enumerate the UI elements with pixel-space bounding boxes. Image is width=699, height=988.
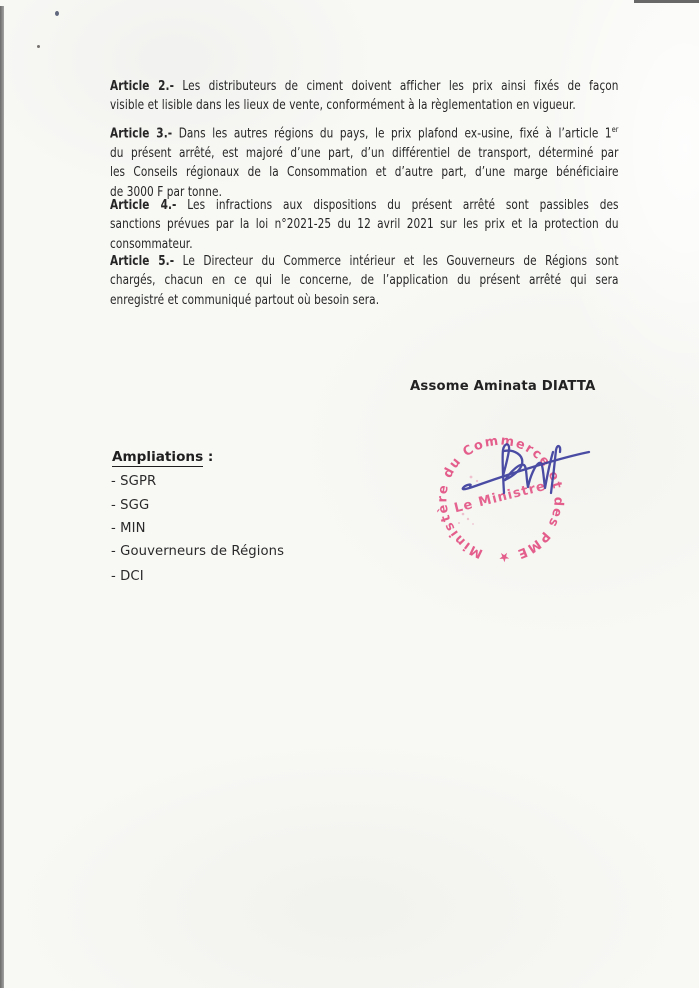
signatory-name: Assome Aminata DIATTA xyxy=(410,379,596,394)
article-3-paragraph xyxy=(110,120,619,202)
article-3-line-4: de 3000 F par tonne. xyxy=(110,184,222,200)
stamp-ring-text: Ministère du Commerce et des PME ★ xyxy=(435,433,566,565)
article-2-label: Article 2.- xyxy=(110,79,175,94)
article-4-label: Article 4.- xyxy=(110,198,177,213)
scan-edge-top-right xyxy=(634,0,699,3)
ampliations-item-dci: - DCI xyxy=(111,569,144,584)
ampliations-item-sgpr: - SGPR xyxy=(111,474,157,489)
scan-speck xyxy=(55,11,59,16)
article-5-label: Article 5.- xyxy=(110,254,175,269)
scan-speck xyxy=(37,45,40,48)
article-3-line-3: les Conseils régionaux de la Consommation et d’autre part, d’une marge bénéficiaire xyxy=(110,165,619,181)
article-3-line-2: du présent arrêté, est majoré d’une part, d’un différentiel de transport, déterminé par xyxy=(110,145,619,161)
scan-edge-left xyxy=(0,6,4,988)
ampliations-title xyxy=(112,449,213,465)
ampliations-title-underlined: Ampliations xyxy=(112,449,204,465)
article-3-superscript: er xyxy=(611,125,619,134)
ampliations-item-min: - MIN xyxy=(111,521,146,536)
ministry-stamp xyxy=(412,408,622,593)
article-5-line-1: Article 5.- Le Directeur du Commerce intérieur et les Gouverneurs de Régions sont xyxy=(110,254,619,269)
article-4-line-1: Article 4.- Les infractions aux dispositions du présent arrêté sont passibles des xyxy=(110,198,619,213)
article-2-line-1: Article 2.- Les distributeurs de ciment doivent afficher les prix ainsi fixés de façon xyxy=(110,79,619,94)
article-5-paragraph xyxy=(110,252,619,310)
ampliations-item-gouverneurs: - Gouverneurs de Régions xyxy=(111,544,285,559)
article-2-line-2: visible et lisible dans les lieux de vente, conformément à la règlementation en vigueur. xyxy=(110,98,576,114)
article-5-line-2: chargés, chacun en ce qui le concerne, de l’application du présent arrêté qui sera xyxy=(110,273,619,289)
article-4-line-3: consommateur. xyxy=(110,236,193,252)
article-4-line-2: sanctions prévues par la loi n°2021-25 du 12 avril 2021 sur les prix et la protection du xyxy=(110,217,619,233)
ampliations-item-sgg: - SGG xyxy=(111,498,150,513)
article-4-paragraph xyxy=(110,196,619,254)
article-5-line-3: enregistré et communiqué partout où besoin sera. xyxy=(110,292,380,308)
ampliations-colon: : xyxy=(203,449,214,465)
article-3-line-1: Article 3.- Dans les autres régions du pays, le prix plafond ex-usine, fixé à l’article 1er xyxy=(110,125,619,142)
stamp-inner-text: Le Ministre xyxy=(452,478,548,517)
article-3-label: Article 3.- xyxy=(110,126,173,142)
article-2-paragraph xyxy=(110,77,619,116)
